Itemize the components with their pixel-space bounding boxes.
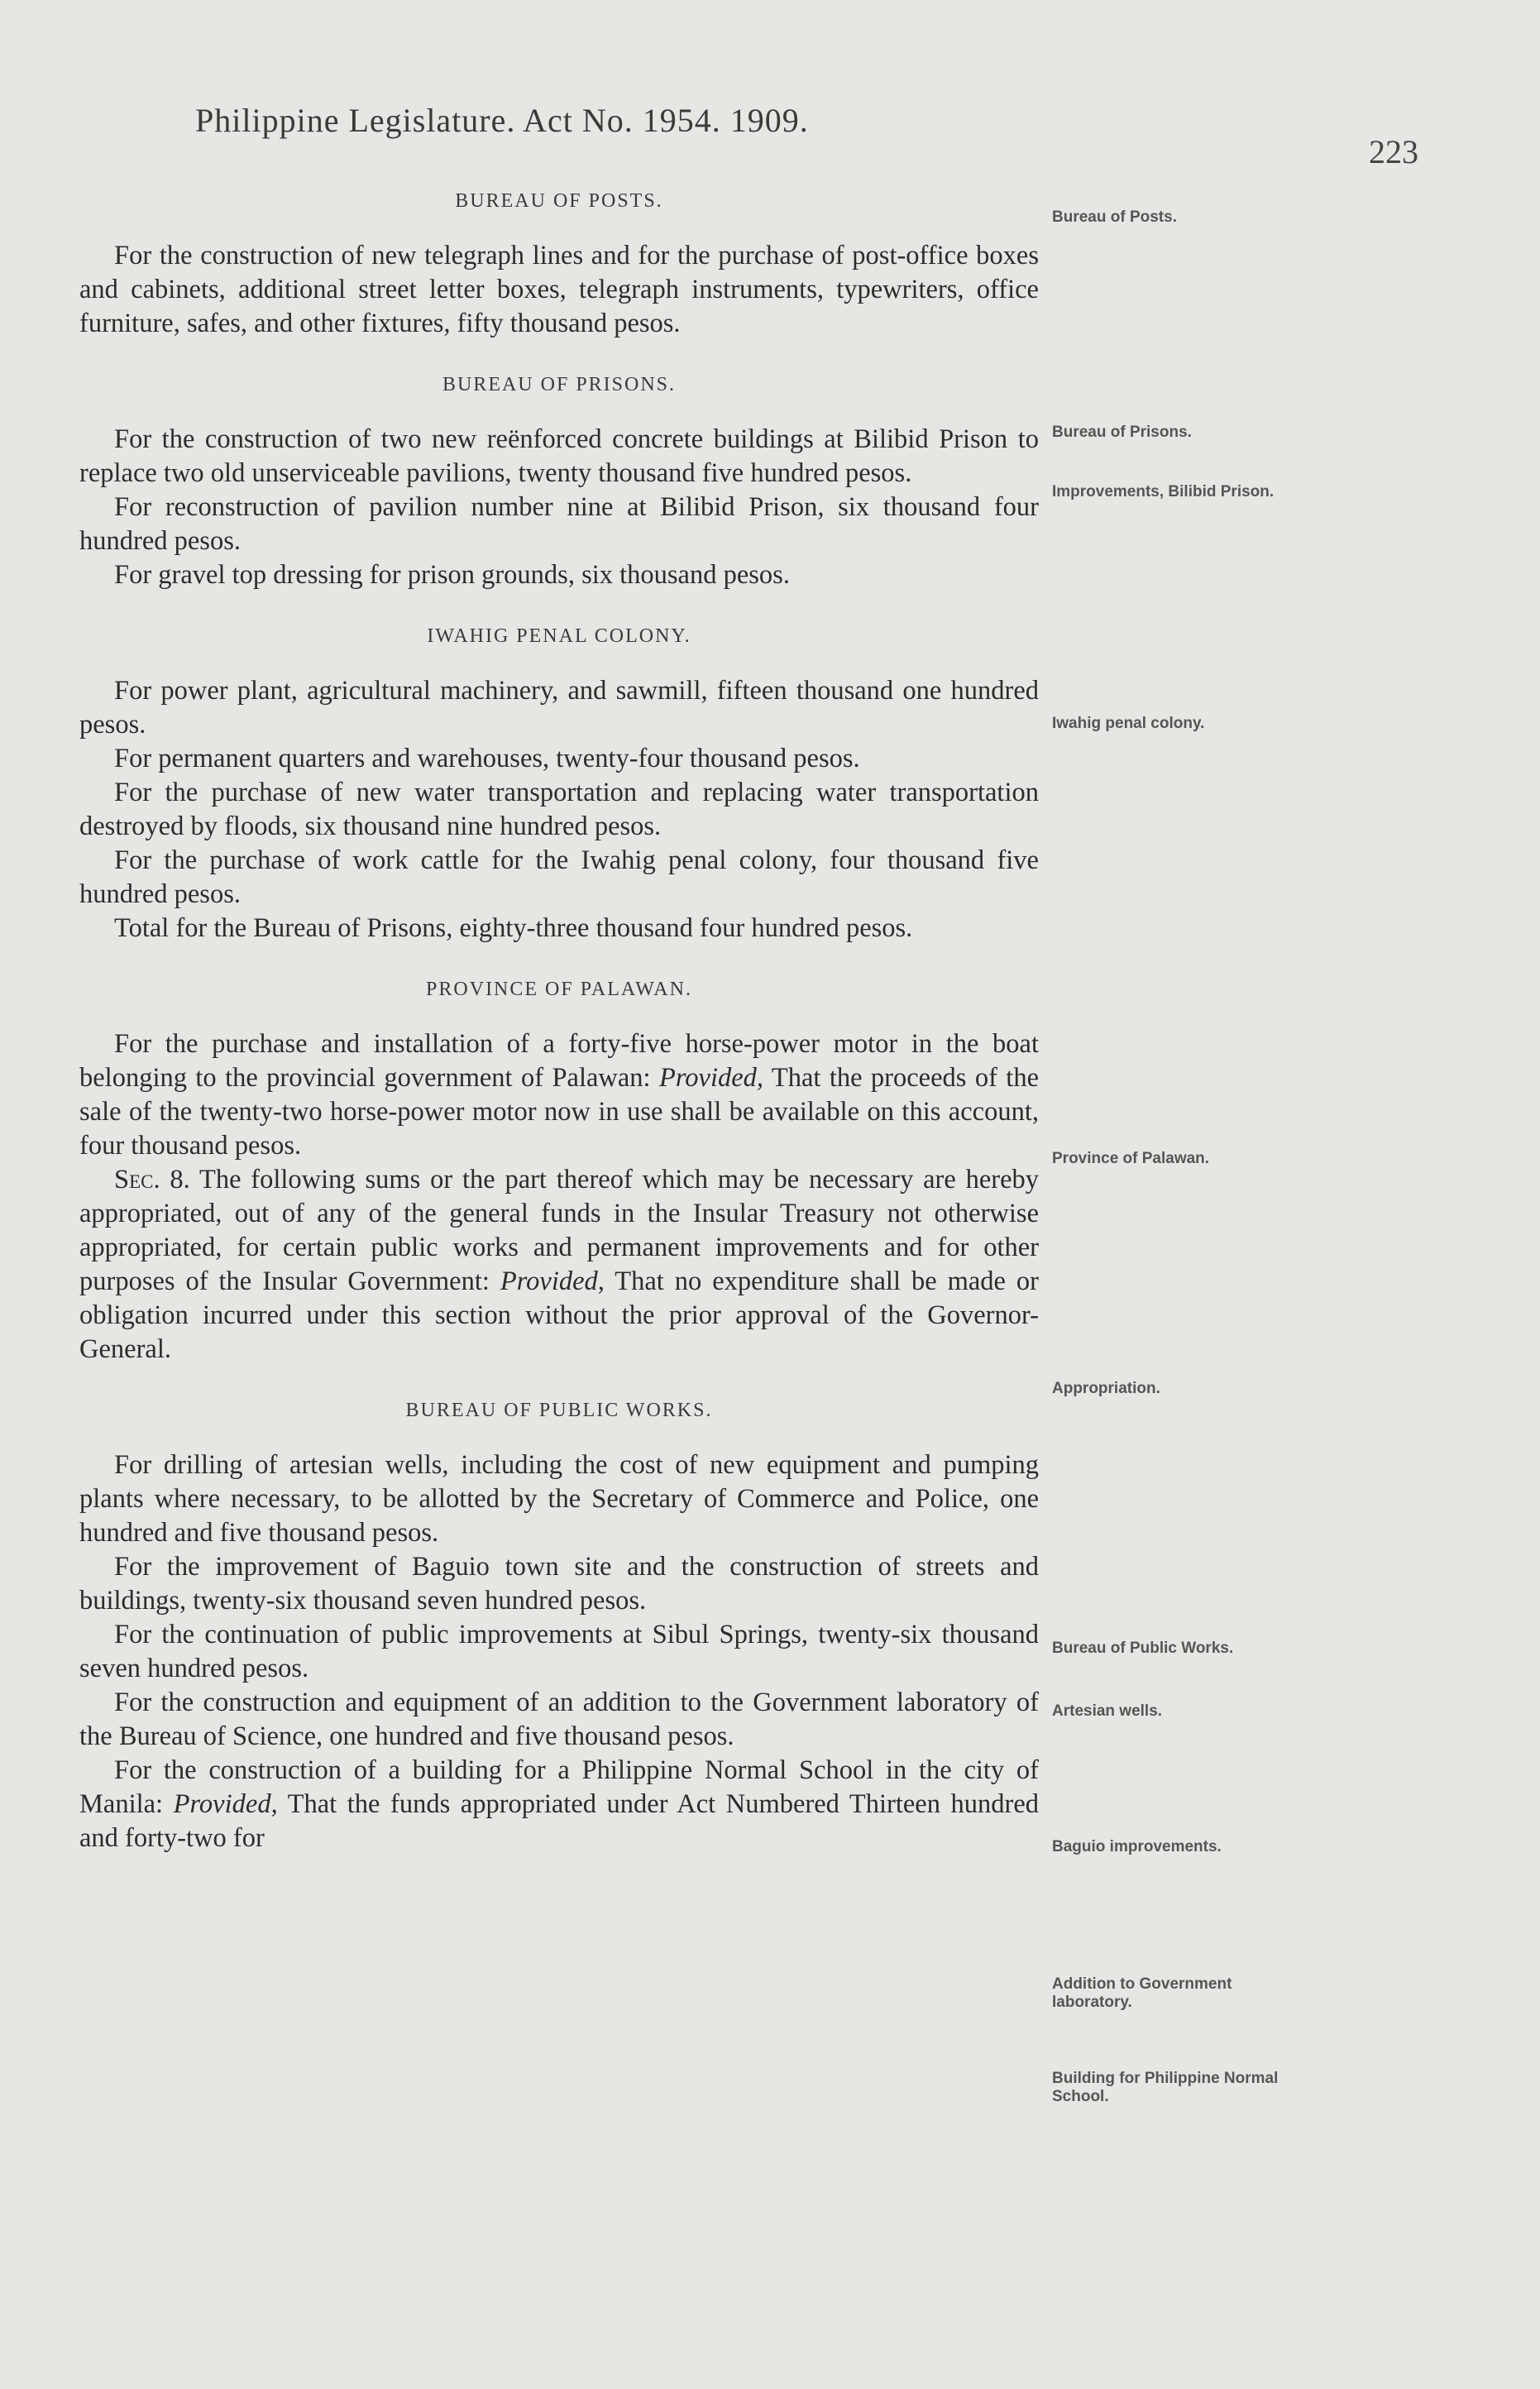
margin-note-bilibid-improvements: Improvements, Bilibid Prison. bbox=[1052, 483, 1275, 500]
section-8-text-b: That no expenditure shall be made or obligation incurred under this section without the prior approval of the Governor-General. bbox=[79, 1266, 1039, 1364]
margin-note-iwahig: Iwahig penal colony. bbox=[1052, 715, 1205, 732]
body-text bbox=[79, 184, 1039, 1855]
paragraph-prisons-2: For reconstruction of pavilion number nine at Bilibid Prison, six thousand four hundred pesos. bbox=[79, 492, 1039, 556]
paragraph-prisons-1: For the construction of two new reënforced concrete buildings at Bilibid Prison to replace two old unserviceable pavilions, twenty thousand five hundred pesos. bbox=[79, 424, 1039, 488]
paragraph-iwahig-3: For the purchase of new water transportation and replacing water transportation destroyed by floods, six thousand nine hundred pesos. bbox=[79, 778, 1039, 841]
paragraph-iwahig-1: For power plant, agricultural machinery, and sawmill, fifteen thousand one hundred pesos. bbox=[79, 676, 1039, 740]
heading-province-of-palawan: PROVINCE OF PALAWAN. bbox=[426, 979, 692, 1000]
margin-note-bureau-of-prisons: Bureau of Prisons. bbox=[1052, 424, 1192, 441]
heading-iwahig-penal-colony: IWAHIG PENAL COLONY. bbox=[427, 625, 691, 647]
paragraph-iwahig-total: Total for the Bureau of Prisons, eighty-three thousand four hundred pesos. bbox=[114, 913, 913, 943]
section-8-text-a: The following sums or the part thereof which may be necessary are hereby appropriated, out of any of the general funds in the Insular Treasury not otherwise appropriated, for certain public works and permanent improvements and for other purposes of the Insular Government: bbox=[79, 1165, 1039, 1296]
margin-note-government-laboratory: Addition to Government laboratory. bbox=[1052, 1975, 1232, 2011]
margin-note-public-works: Bureau of Public Works. bbox=[1052, 1640, 1234, 1657]
paragraph-normal-school bbox=[79, 1754, 1039, 1855]
palawan-provided: Provided, bbox=[658, 1063, 764, 1093]
paragraph-palawan bbox=[79, 1027, 1039, 1163]
margin-note-baguio: Baguio improvements. bbox=[1052, 1838, 1222, 1855]
page-number: 223 bbox=[1369, 133, 1418, 170]
margin-note-bureau-of-posts: Bureau of Posts. bbox=[1052, 208, 1177, 226]
section-8-provided: Provided, bbox=[500, 1266, 605, 1296]
paragraph-government-laboratory: For the construction and equipment of an addition to the Government laboratory of the Bureau of Science, one hundred and five thousand pesos. bbox=[79, 1688, 1039, 1751]
margin-note-artesian-wells: Artesian wells. bbox=[1052, 1702, 1163, 1720]
margin-note-appropriation: Appropriation. bbox=[1052, 1380, 1160, 1397]
normal-school-text-a: For the construction of a building for a Philippine Normal School in the city of Manila: bbox=[79, 1755, 1039, 1819]
paragraph-sibul-springs: For the continuation of public improvements at Sibul Springs, twenty-six thousand seven hundred pesos. bbox=[79, 1620, 1039, 1683]
paragraph-section-8 bbox=[79, 1163, 1039, 1367]
heading-bureau-of-public-works: BUREAU OF PUBLIC WORKS. bbox=[405, 1400, 713, 1421]
paragraph-artesian-wells: For drilling of artesian wells, including the cost of new equipment and pumping plants where necessary, to be allotted by the Secretary of Commerce and Police, one hundred and five thousand pesos. bbox=[79, 1450, 1039, 1548]
normal-school-text-b: That the funds appropriated under Act Numbered Thirteen hundred and forty-two for bbox=[79, 1789, 1040, 1853]
paragraph-prisons-3: For gravel top dressing for prison grounds, six thousand pesos. bbox=[114, 560, 790, 590]
paragraph-baguio: For the improvement of Baguio town site and the construction of streets and buildings, twenty-six thousand seven hundred pesos. bbox=[79, 1552, 1039, 1616]
palawan-text-a: For the purchase and installation of a forty-five horse-power motor in the boat belonging to the provincial government of Palawan: bbox=[79, 1029, 1039, 1093]
heading-bureau-of-posts: BUREAU OF POSTS. bbox=[455, 190, 663, 212]
margin-note-normal-school: Building for Philippine Normal School. bbox=[1052, 2070, 1279, 2105]
normal-school-provided: Provided, bbox=[173, 1789, 278, 1819]
running-head: Philippine Legislature. Act No. 1954. 1909. bbox=[195, 102, 809, 139]
paragraph-iwahig-2: For permanent quarters and warehouses, twenty-four thousand pesos. bbox=[114, 744, 860, 773]
heading-bureau-of-prisons: BUREAU OF PRISONS. bbox=[442, 374, 677, 395]
paragraph-iwahig-4: For the purchase of work cattle for the Iwahig penal colony, four thousand five hundred pesos. bbox=[79, 845, 1039, 909]
palawan-text-b: That the proceeds of the sale of the twenty-two horse-power motor now in use shall be available on this account, four thousand pesos. bbox=[79, 1063, 1039, 1161]
margin-note-palawan: Province of Palawan. bbox=[1052, 1150, 1210, 1167]
paragraph-posts: For the construction of new telegraph lines and for the purchase of post-office boxes and cabinets, additional street letter boxes, telegraph instruments, typewriters, office furniture, safes, and other fixtures, fifty thousand pesos. bbox=[79, 241, 1039, 338]
section-8-label: Sec. 8. bbox=[114, 1165, 190, 1194]
